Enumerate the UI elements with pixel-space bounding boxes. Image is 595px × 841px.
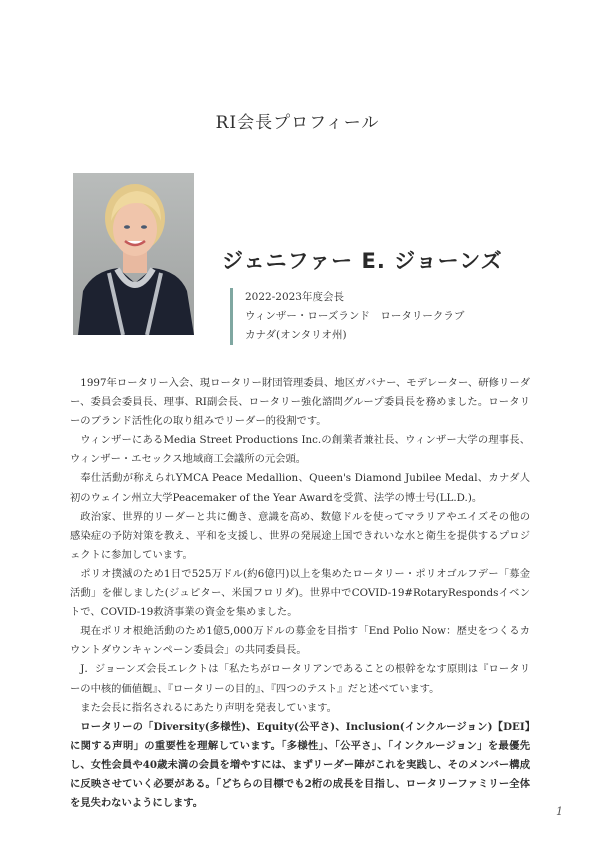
portrait-illustration	[73, 173, 194, 335]
term-line: 2022-2023年度会長	[245, 291, 344, 303]
page-title: RI会長プロフィール	[215, 113, 380, 133]
profile-info-block	[230, 288, 464, 345]
president-name: ジェニファー E. ジョーンズ	[222, 249, 503, 273]
bio-paragraph: J．ジョーンズ会長エレクトは「私たちがロータリアンであることの根幹をなす原則は『ロータリーの中核的価値観』、『ロータリーの目的』、『四つのテスト』だと述べています。	[70, 663, 530, 695]
bio-paragraph: 現在ポリオ根絶活動のため1億5,000万ドルの募金を目指す「End Polio Now：歴史をつくるカウントダウンキャンペーン委員会」の共同委員長。	[70, 625, 530, 657]
bio-paragraph: 政治家、世界的リーダーと共に働き、意識を高め、数億ドルを使ってマラリアやエイズその他の感染症の予防対策を教え、平和を支援し、世界の発展途上国できれいな水と衛生を提供するプロジェクトに参加しています。	[70, 510, 530, 561]
bio-paragraph: 奉仕活動が称えられYMCA Peace Medallion、Queen's Diamond Jubilee Medal、カナダ人初のウェイン州立大学Peacemaker of the Year Awardを受賞、法学の博士号(LL.D.)。	[70, 472, 530, 504]
bio-paragraph: ウィンザーにあるMedia Street Productions Inc.の創業者兼社長、ウィンザー大学の理事長、ウィンザー・エセックス地域商工会議所の元会頭。	[70, 434, 530, 466]
bio-paragraph: また会長に指名されるにあたり声明を発表しています。	[80, 701, 337, 714]
bio-paragraph: 1997年ロータリー入会、現ロータリー財団管理委員、地区ガバナー、モデレーター、研修リーダー、委員会委員長、理事、RI副会長、ロータリー強化諮問グループ委員長を務めました。ロータリーのブランド活性化の取り組みでリーダー的役割です。	[70, 377, 530, 428]
biography-text	[70, 374, 530, 813]
page-number: 1	[556, 805, 563, 818]
dei-statement-paragraph: ロータリーの「Diversity(多様性)、Equity(公平さ)、Inclusion(インクルージョン)【DEI】に関する声明」の重要性を理解しています。「多様性」、「公平さ」、「インクルージョン」を最優先し、女性会員や40歳未満の会員を増やすには、まずリーダー陣がこれを実践し、そのメンバー構成に反映させていく必要がある。「どちらの目標でも2桁の成長を目指し、ロータリーファミリー全体を見失わないようにします。	[70, 720, 530, 810]
portrait-photo	[73, 173, 194, 335]
bio-paragraph: ポリオ撲滅のため1日で525万ドル(約6億円)以上を集めたロータリー・ポリオゴルフデー「募金活動」を催しました(ジュピター、米国フロリダ)。世界中でCOVID-19#RotaryRespondsイベントで、COVID-19救済事業の資金を集めました。	[70, 567, 530, 619]
club-line: ウィンザー・ローズランド ロータリークラブ	[245, 310, 465, 322]
country-line: カナダ(オンタリオ州)	[245, 329, 347, 341]
